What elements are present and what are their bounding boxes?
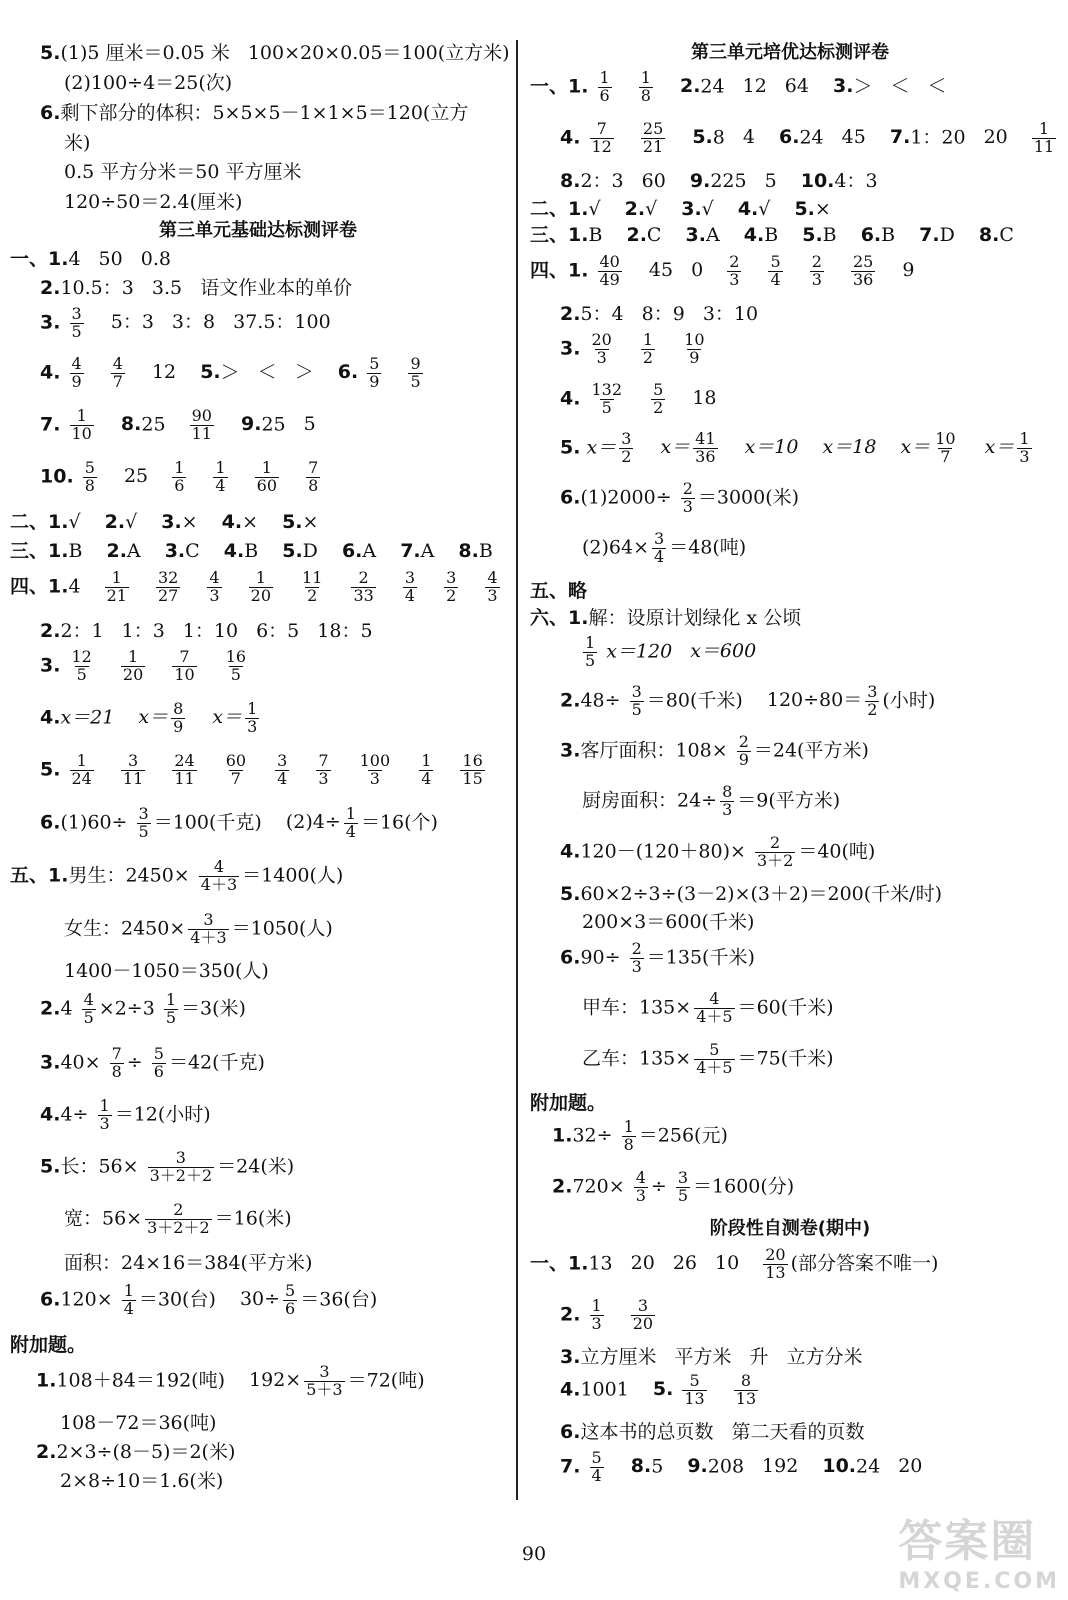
answer-line: 2.5：4 8：9 3：10 <box>560 303 759 325</box>
answer-line: 5. x＝ $\frac{3}{2}$ x＝ $\frac{41}{36}$ x＝10 x＝18 x＝ $\frac{10}{7}$ x＝ $\frac{1}{3}$ <box>560 429 1030 466</box>
answer-line: 6.剩下部分的体积：5×5×5－1×1×5＝120(立方 <box>40 102 469 124</box>
answer-line: 2.4 $\frac{4}{5}$ ×2÷3 $\frac{1}{5}$ ＝3(米) <box>40 990 246 1027</box>
answer-line: 0.5 平方分米＝50 平方厘米 <box>64 161 302 183</box>
answer-line: 厨房面积：24÷ $\frac{8}{3}$ ＝9(平方米) <box>582 782 841 819</box>
answer-line: 108－72＝36(吨) <box>60 1412 217 1434</box>
answer-line: 三、1.B 2.C 3.A 4.B 5.B 6.B 7.D 8.C <box>530 224 1014 246</box>
answer-line: 4.1001 5. $\frac{5}{13}$ $\frac{8}{13}$ <box>560 1371 757 1408</box>
answer-line: 五、1.男生：2450× $\frac{4}{4+3}$ ＝1400(人) <box>10 857 344 894</box>
answer-line: 一、1. $\frac{1}{6}$ $\frac{1}{8}$ 2.24 12 64 3.＞ ＜ ＜ <box>530 68 947 105</box>
answer-line: (2)100÷4＝25(次) <box>64 72 233 94</box>
answer-line: 10. $\frac{5}{8}$ 25 $\frac{1}{6}$ $\frac{1}{4}$ $\frac{1}{60}$ $\frac{7}{8}$ <box>40 458 319 495</box>
answer-line: 四、1.4 $\frac{1}{21}$ $\frac{32}{27}$ $\frac{4}{3}$ $\frac{1}{20}$ $\frac{11}{2}$ $\frac{2}{33}$ $\frac{3}{4}$ $\frac{3}{2}$ $\frac{4}{3}$ <box>10 568 498 605</box>
answer-line: 5.60×2÷3÷(3－2)×(3＋2)＝200(千米/时) <box>560 883 942 905</box>
answer-line: 1400－1050＝350(人) <box>64 960 269 982</box>
answer-line: 乙车：135× $\frac{5}{4+5}$ ＝75(千米) <box>582 1040 834 1077</box>
answer-line: 四、1. $\frac{40}{49}$ 45 0 $\frac{2}{3}$ $\frac{5}{4}$ $\frac{2}{3}$ $\frac{25}{36}$ 9 <box>530 252 915 289</box>
answer-line: 200×3＝600(千米) <box>582 911 755 933</box>
answer-line: 面积：24×16＝384(平方米) <box>64 1252 313 1274</box>
answer-line: 3. $\frac{12}{5}$ $\frac{1}{20}$ $\frac{7}{10}$ $\frac{16}{5}$ <box>40 647 247 684</box>
answer-line: 三、1.B 2.A 3.C 4.B 5.D 6.A 7.A 8.B <box>10 540 493 562</box>
answer-line: 2.48÷ $\frac{3}{5}$ ＝80(千米) 120÷80＝ $\frac{3}{2}$ (小时) <box>560 682 936 719</box>
answer-line: 3. $\frac{3}{5}$ 5：3 3：8 37.5：100 <box>40 304 331 341</box>
answer-line: 3.客厅面积：108× $\frac{2}{9}$ ＝24(平方米) <box>560 732 869 769</box>
answer-line: 2.2：1 1：3 1：10 6：5 18：5 <box>40 620 373 642</box>
answer-line: 2.10.5：3 3.5 语文作业本的单价 <box>40 277 353 299</box>
extra-heading: 附加题。 <box>530 1092 607 1114</box>
answer-line: 六、1.解：设原计划绿化 x 公顷 <box>530 607 802 629</box>
column-divider <box>516 40 518 1500</box>
page-number: 90 <box>521 1543 547 1565</box>
section-title: 第三单元基础达标测评卷 <box>159 220 357 241</box>
answer-line: 2.720× $\frac{4}{3}$ ÷ $\frac{3}{5}$ ＝1600(分) <box>552 1168 795 1205</box>
answer-line: 5.长：56× $\frac{3}{3+2+2}$ ＝24(米) <box>40 1148 295 1185</box>
answer-line: 6.120× $\frac{1}{4}$ ＝30(台) 30÷ $\frac{5}{6}$ ＝36(台) <box>40 1281 378 1318</box>
answer-line: 3.40× $\frac{7}{8}$ ÷ $\frac{5}{6}$ ＝42(千克) <box>40 1044 265 1081</box>
answer-line: 4.x＝21 x＝ $\frac{8}{9}$ x＝ $\frac{1}{3}$ <box>40 699 258 736</box>
answer-line: 5. $\frac{1}{24}$ $\frac{3}{11}$ $\frac{24}{11}$ $\frac{60}{7}$ $\frac{3}{4}$ $\frac{7}{3}$ $\frac{100}{3}$ $\frac{1}{4}$ $\frac{16}{15}$ <box>40 751 483 788</box>
answer-line: 甲车：135× $\frac{4}{4+5}$ ＝60(千米) <box>582 989 834 1026</box>
answer-line: (2)64× $\frac{3}{4}$ ＝48(吨) <box>582 529 747 566</box>
answer-line: 1.32÷ $\frac{1}{8}$ ＝256(元) <box>552 1117 728 1154</box>
answer-line: 6.(1)60÷ $\frac{3}{5}$ ＝100(千克) (2)4÷ $\frac{1}{4}$ ＝16(个) <box>40 804 438 841</box>
answer-line: 2.2×3÷(8－5)＝2(米) <box>36 1441 236 1463</box>
section-title: 第三单元培优达标测评卷 <box>691 42 889 63</box>
answer-line: 一、1.13 20 26 10 $\frac{20}{13}$ (部分答案不唯一) <box>530 1245 939 1282</box>
answer-line: 3.立方厘米 平方米 升 立方分米 <box>560 1346 863 1368</box>
answer-line: 6.(1)2000÷ $\frac{2}{3}$ ＝3000(米) <box>560 479 800 516</box>
answer-line: 4.120－(120＋80)× $\frac{2}{3+2}$ ＝40(吨) <box>560 833 876 870</box>
answer-line: 2. $\frac{1}{3}$ $\frac{3}{20}$ <box>560 1296 654 1333</box>
answer-line: 120÷50＝2.4(厘米) <box>64 191 243 213</box>
answer-line: 6.90÷ $\frac{2}{3}$ ＝135(千米) <box>560 939 755 976</box>
answer-line: 米) <box>64 132 91 154</box>
watermark: 答案圈 MXQE.COM <box>898 1516 1060 1594</box>
answer-line: 五、略 <box>530 580 588 602</box>
answer-line: 一、1.4 50 0.8 <box>10 248 171 270</box>
section-title: 阶段性自测卷(期中) <box>709 1218 871 1239</box>
answer-line: 6.这本书的总页数 第二天看的页数 <box>560 1421 865 1443</box>
answer-line: 4. $\frac{4}{9}$ $\frac{4}{7}$ 12 5.＞ ＜ ＞ 6. $\frac{5}{9}$ $\frac{9}{5}$ <box>40 354 421 391</box>
answer-line: 女生：2450× $\frac{3}{4+3}$ ＝1050(人) <box>64 910 333 947</box>
answer-line: 5.(1)5 厘米＝0.05 米 100×20×0.05＝100(立方米) <box>40 42 510 64</box>
answer-line: 2×8÷10＝1.6(米) <box>60 1470 224 1492</box>
answer-line: 7. $\frac{5}{4}$ 8.5 9.208 192 10.24 20 <box>560 1448 923 1485</box>
answer-line: 4. $\frac{7}{12}$ $\frac{25}{21}$ 5.8 4 6.24 45 7.1：20 20 $\frac{1}{11}$ <box>560 119 1055 156</box>
answer-line: 二、1.√ 2.√ 3.√ 4.√ 5.× <box>530 198 831 220</box>
answer-line: 二、1.√ 2.√ 3.× 4.× 5.× <box>10 511 319 533</box>
extra-heading: 附加题。 <box>10 1334 87 1356</box>
answer-line: 1.108＋84＝192(吨) 192× $\frac{3}{5+3}$ ＝72(吨) <box>36 1362 425 1399</box>
answer-line: 3. $\frac{20}{3}$ $\frac{1}{2}$ $\frac{10}{9}$ <box>560 330 705 367</box>
answer-line: 宽：56× $\frac{2}{3+2+2}$ ＝16(米) <box>64 1200 292 1237</box>
answer-line: $\frac{1}{5}$ x＝120 x＝600 <box>585 633 757 670</box>
answer-line: 4. $\frac{132}{5}$ $\frac{5}{2}$ 18 <box>560 380 717 417</box>
answer-line: 8.2：3 60 9.225 5 10.4：3 <box>560 170 878 192</box>
answer-line: 7. $\frac{1}{10}$ 8.25 $\frac{90}{11}$ 9.25 5 <box>40 406 316 443</box>
answer-line: 4.4÷ $\frac{1}{3}$ ＝12(小时) <box>40 1096 211 1133</box>
